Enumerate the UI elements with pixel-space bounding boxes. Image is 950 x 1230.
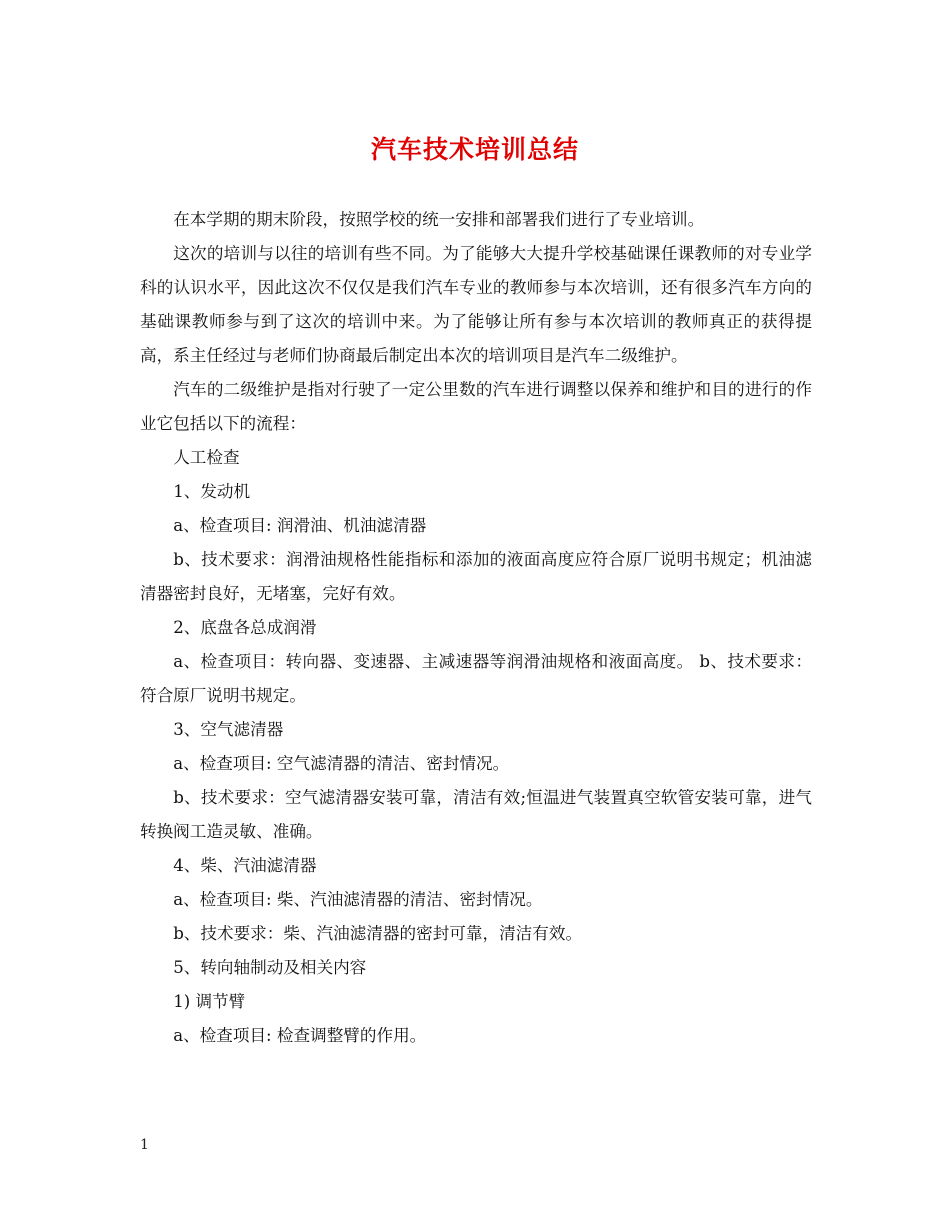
list-item: 1) 调节臂: [173, 992, 246, 1011]
list-item: 5、转向轴制动及相关内容: [173, 958, 367, 977]
paragraph: 在本学期的期末阶段，按照学校的统一安排和部署我们进行了专业培训。: [173, 210, 705, 229]
list-item: 3、空气滤清器: [173, 720, 284, 739]
list-item: 4、柴、汽油滤清器: [173, 856, 317, 875]
paragraph: 这次的培训与以往的培训有些不同。为了能够大大提升学校基础课任课教师的对专业学科的认识水平，因此这次不仅仅是我们汽车专业的教师参与本次培训，还有很多汽车方向的基础课教师参与到了这次的培训中来。为了能够让所有参与本次培训的教师真正的获得提高，系主任经过与老师们协商最后制定出本次的培训项目是汽车二级维护。: [140, 244, 812, 365]
list-item: b、技术要求：空气滤清器安装可靠，清洁有效;恒温进气装置真空软管安装可靠，进气转换阀工造灵敏、准确。: [140, 788, 812, 841]
document-title: 汽车技术培训总结: [370, 135, 579, 164]
list-item: a、检查项目: 柴、汽油滤清器的清洁、密封情况。: [173, 890, 543, 909]
list-item: a、检查项目: 检查调整臂的作用。: [173, 1026, 427, 1045]
paragraph: 汽车的二级维护是指对行驶了一定公里数的汽车进行调整以保养和维护和目的进行的作业它包括以下的流程：: [140, 380, 812, 433]
list-item: a、检查项目：转向器、变速器、主减速器等润滑油规格和液面高度。 b、技术要求：符合原厂说明书规定。: [140, 652, 812, 705]
list-item: 1、发动机: [173, 482, 251, 501]
list-item: a、检查项目: 润滑油、机油滤清器: [173, 516, 427, 535]
list-item: 2、底盘各总成润滑: [173, 618, 317, 637]
section-heading: 人工检查: [173, 448, 240, 467]
page-number: 1: [140, 1137, 149, 1153]
document-body: [140, 203, 812, 1053]
list-item: a、检查项目: 空气滤清器的清洁、密封情况。: [173, 754, 510, 773]
list-item: b、技术要求：柴、汽油滤清器的密封可靠，清洁有效。: [173, 924, 583, 943]
list-item: b、技术要求：润滑油规格性能指标和添加的液面高度应符合原厂说明书规定；机油滤清器密封良好，无堵塞，完好有效。: [140, 550, 812, 603]
